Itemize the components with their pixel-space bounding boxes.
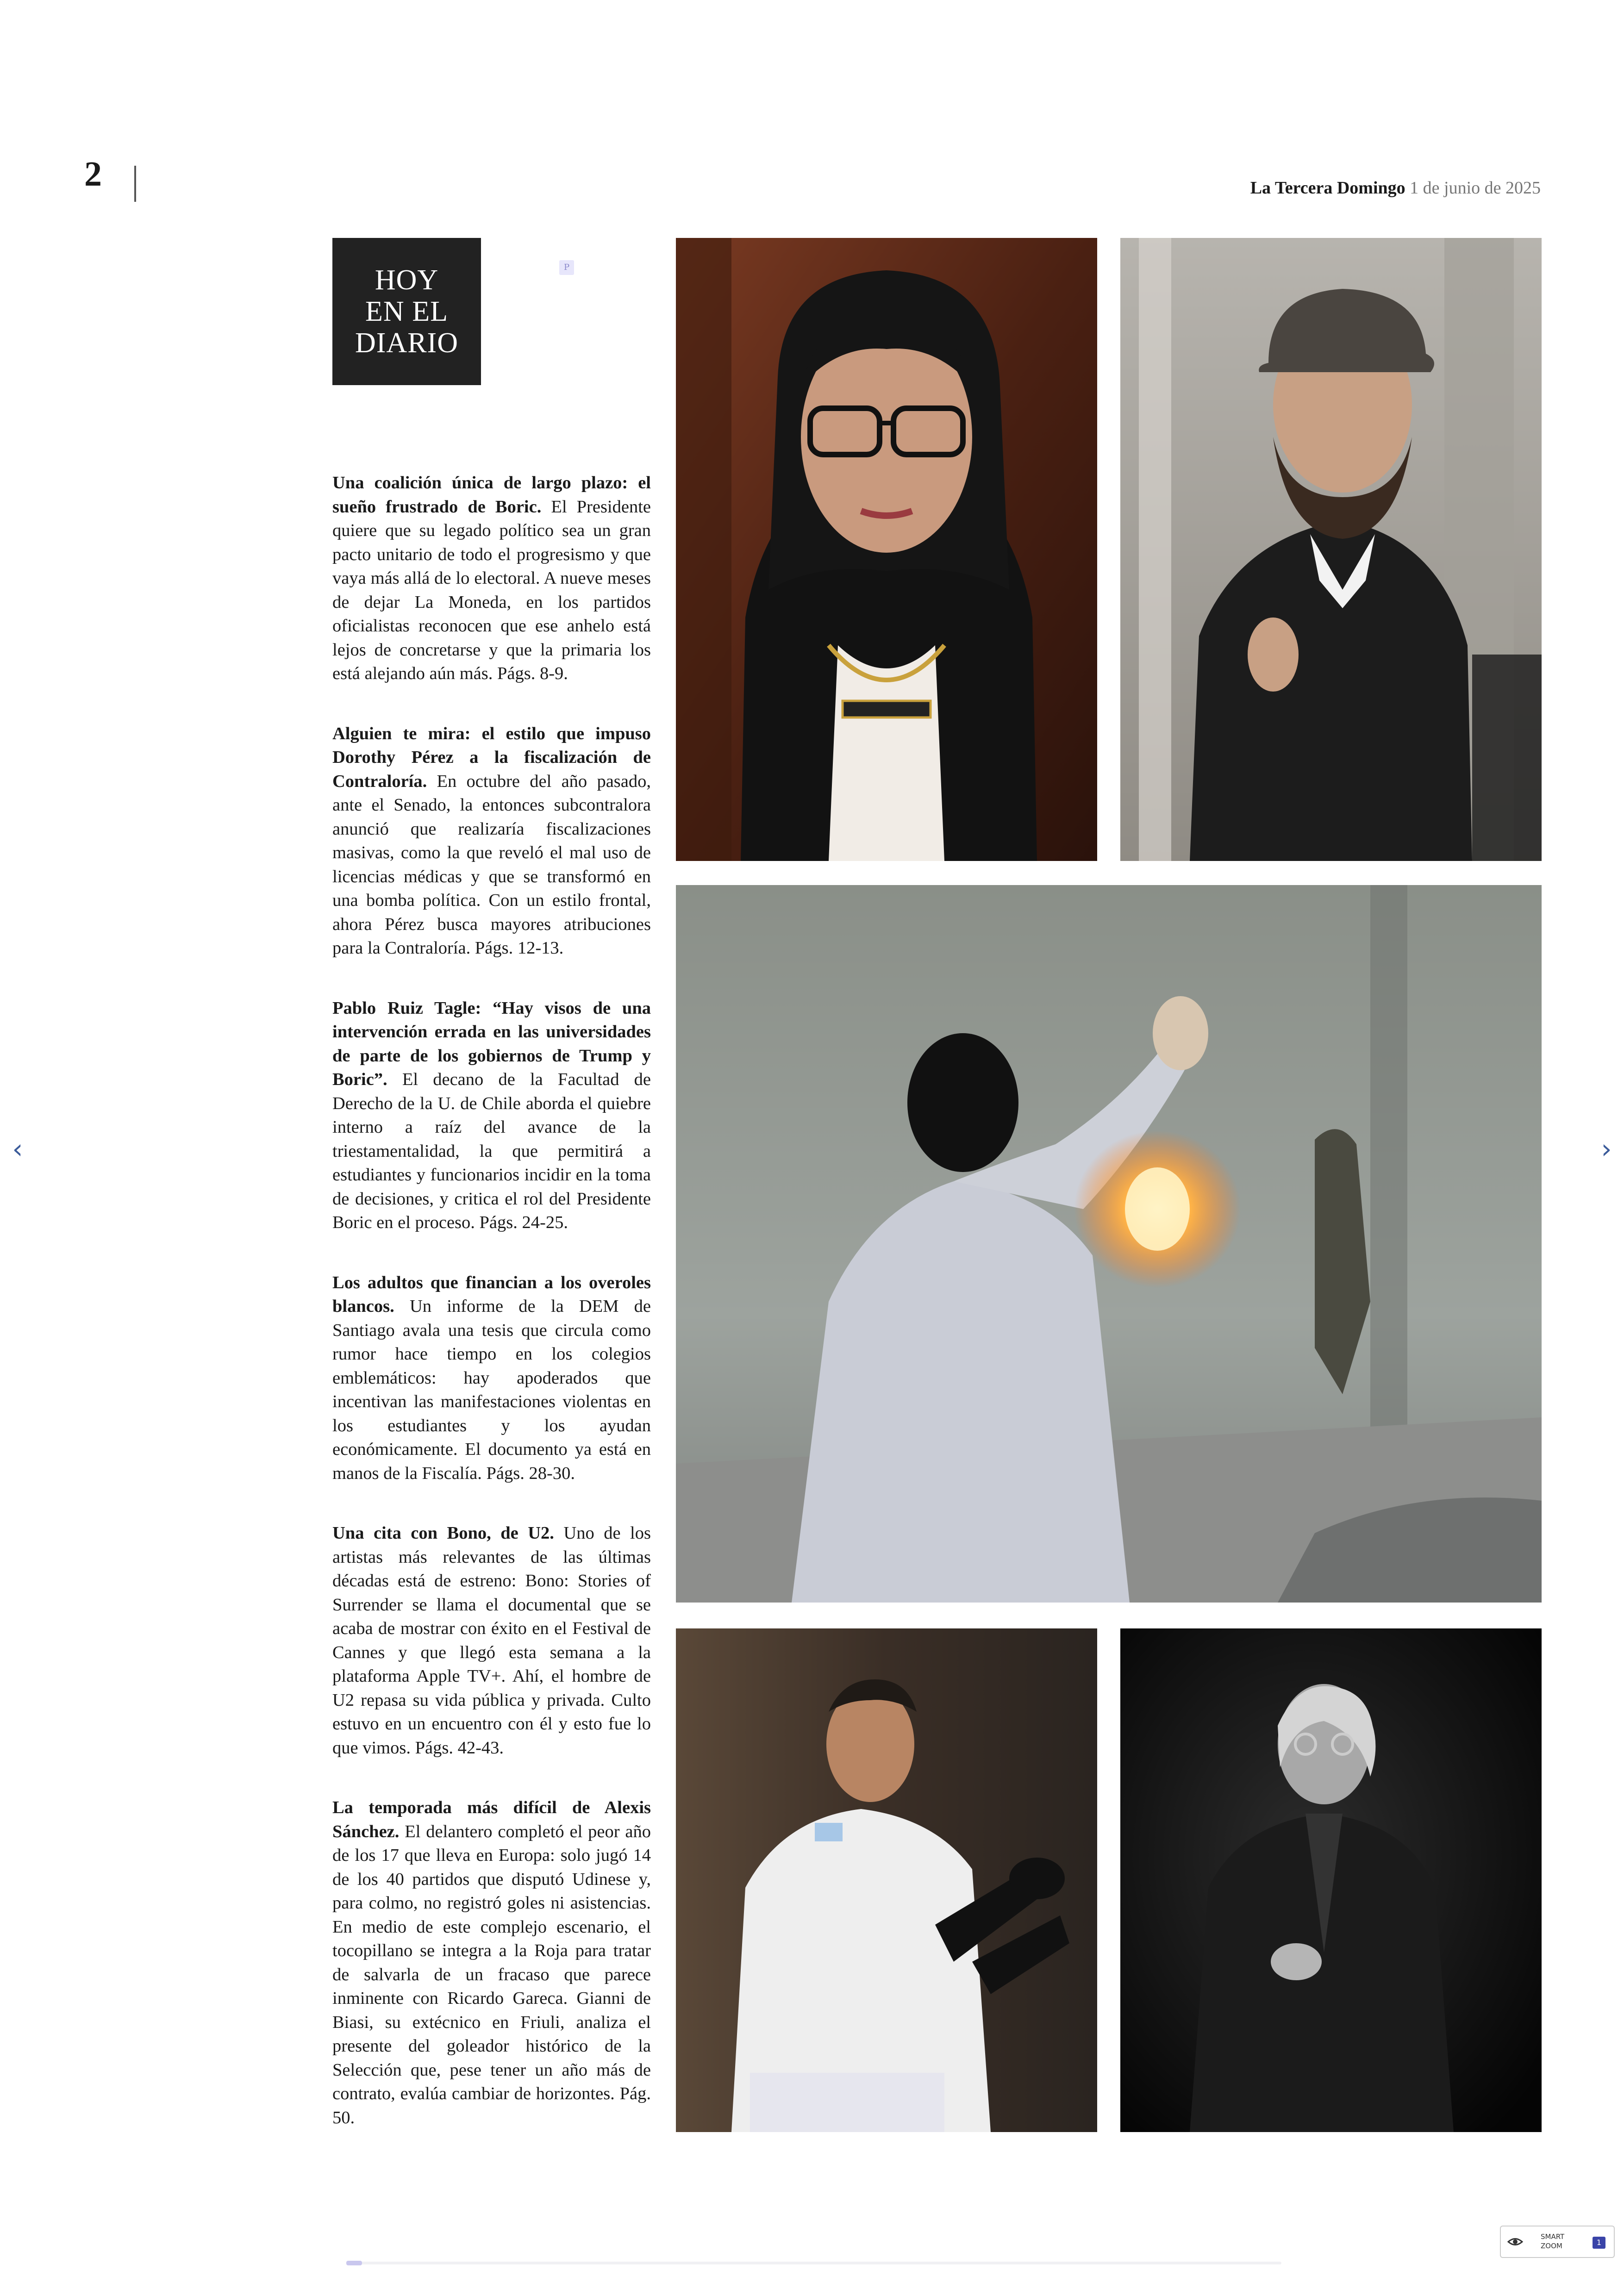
story-headline: Pablo Ruiz Tagle: “Hay visos de una intervención errada en las universidades de parte de los gobiernos de Trump y Boric”. xyxy=(332,998,651,1089)
story-boric-coalition xyxy=(332,471,651,686)
photo-dorothy-perez xyxy=(676,238,1097,861)
smart-zoom-label-line-1: SMART xyxy=(1541,2233,1565,2241)
story-headline: Una coalición única de largo plazo: el sueño frustrado de Boric. xyxy=(332,473,651,517)
story-headline: La temporada más difícil de Alexis Sánchez. xyxy=(332,1798,651,1841)
next-page-chevron-icon[interactable]: › xyxy=(1601,1133,1612,1165)
photo-alexis-sanchez xyxy=(676,1628,1097,2132)
photo-boric xyxy=(1120,238,1542,861)
header-divider xyxy=(134,166,136,202)
photo-protester xyxy=(676,885,1542,1603)
story-body: Un informe de la DEM de Santiago avala una tesis que circula como rumor hace tiempo en los colegios emblemáticos: hay apoderados que incentivan las manifestaciones violentas en los estudiantes y los ayudan económicamente. El documento ya está en manos de la Fiscalía. Págs. 28-30. xyxy=(332,1297,651,1483)
smart-zoom-button[interactable] xyxy=(1500,2226,1615,2258)
story-column xyxy=(332,471,651,2166)
photo-bono xyxy=(1120,1628,1542,2132)
story-headline: Una cita con Bono, de U2. xyxy=(332,1523,554,1543)
publication-name: La Tercera Domingo xyxy=(1250,178,1405,198)
story-overoles-blancos xyxy=(332,1271,651,1486)
logo-line-1: HOY xyxy=(375,264,439,296)
logo-line-3: DIARIO xyxy=(355,327,458,359)
story-headline: Los adultos que financian a los overoles blancos. xyxy=(332,1272,651,1316)
page-number: 2 xyxy=(84,155,102,193)
story-body: En octubre del año pasado, ante el Senado, la entonces subcontralora anunció que realizaría fiscalizaciones masivas, como la que reveló el mal uso de licencias médicas y que se transformó en una bomba política. Con un estilo frontal, ahora Pérez busca mayores atribuciones para la Contraloría. Págs. 12-13. xyxy=(332,771,651,958)
smart-zoom-toggle[interactable]: 1 xyxy=(1593,2237,1605,2249)
horizontal-scrollbar-thumb[interactable] xyxy=(346,2261,362,2265)
horizontal-scrollbar-track[interactable] xyxy=(346,2262,1281,2264)
story-body: Uno de los artistas más relevantes de las últimas décadas está de estreno: Bono: Stories of Surrender se llama el documental que se acaba de mostrar con éxito en el Festival de Cannes y que llegó esta semana a la plataforma Apple TV+. Ahí, el hombre de U2 repasa su vida pública y privada. Culto estuvo en un encuentro con él y esto fue lo que vimos. Págs. 42-43. xyxy=(332,1523,651,1758)
story-alexis-sanchez xyxy=(332,1796,651,2130)
story-body: El Presidente quiere que su legado político sea un gran pacto unitario de todo el progresismo y que vaya más allá de lo electoral. A nueve meses de dejar La Moneda, en los partidos oficialistas reconocen que ese anhelo está lejos de concretarse y que la primaria los está alejando aún más. Págs. 8-9. xyxy=(332,497,651,683)
smart-zoom-label-line-2: ZOOM xyxy=(1541,2242,1562,2250)
story-headline: Alguien te mira: el estilo que impuso Dorothy Pérez a la fiscalización de Contraloría. xyxy=(332,723,651,791)
masthead xyxy=(1250,178,1541,198)
previous-page-chevron-icon[interactable]: ‹ xyxy=(12,1133,23,1165)
story-contraloria xyxy=(332,722,651,960)
smart-zoom-label xyxy=(1541,2232,1578,2251)
story-body: El decano de la Facultad de Derecho de la U. de Chile aborda el quiebre interno a raíz del avance de la triestamentalidad, la que permitirá a estudiantes y funcionarios incidir en la toma de decisiones, y critica el rol del Presidente Boric en el proceso. Págs. 24-25. xyxy=(332,1070,651,1232)
eye-icon xyxy=(1507,2236,1523,2248)
story-body: El delantero completó el peor año de los 17 que lleva en Europa: solo jugó 14 de los 40 partidos que disputó Udinese y, para colmo, no registró goles ni asistencias. En medio de este complejo escenario, el tocopillano se integra a la Roja para tratar de salvarla de un fracaso que parece inminente con Ricardo Gareca. Gianni de Biasi, su extécnico en Friuli, analiza el presente del goleador histórico de la Selección que, pese tener un año más de contrato, evalúa cambiar de horizontes. Pág. 50. xyxy=(332,1821,651,2127)
publication-date: 1 de junio de 2025 xyxy=(1410,178,1541,198)
hoy-en-el-diario-logo xyxy=(332,238,481,385)
logo-line-2: EN EL xyxy=(365,296,448,327)
story-bono xyxy=(332,1522,651,1760)
story-ruiz-tagle xyxy=(332,997,651,1235)
page-marker-icon[interactable]: P xyxy=(559,260,574,275)
